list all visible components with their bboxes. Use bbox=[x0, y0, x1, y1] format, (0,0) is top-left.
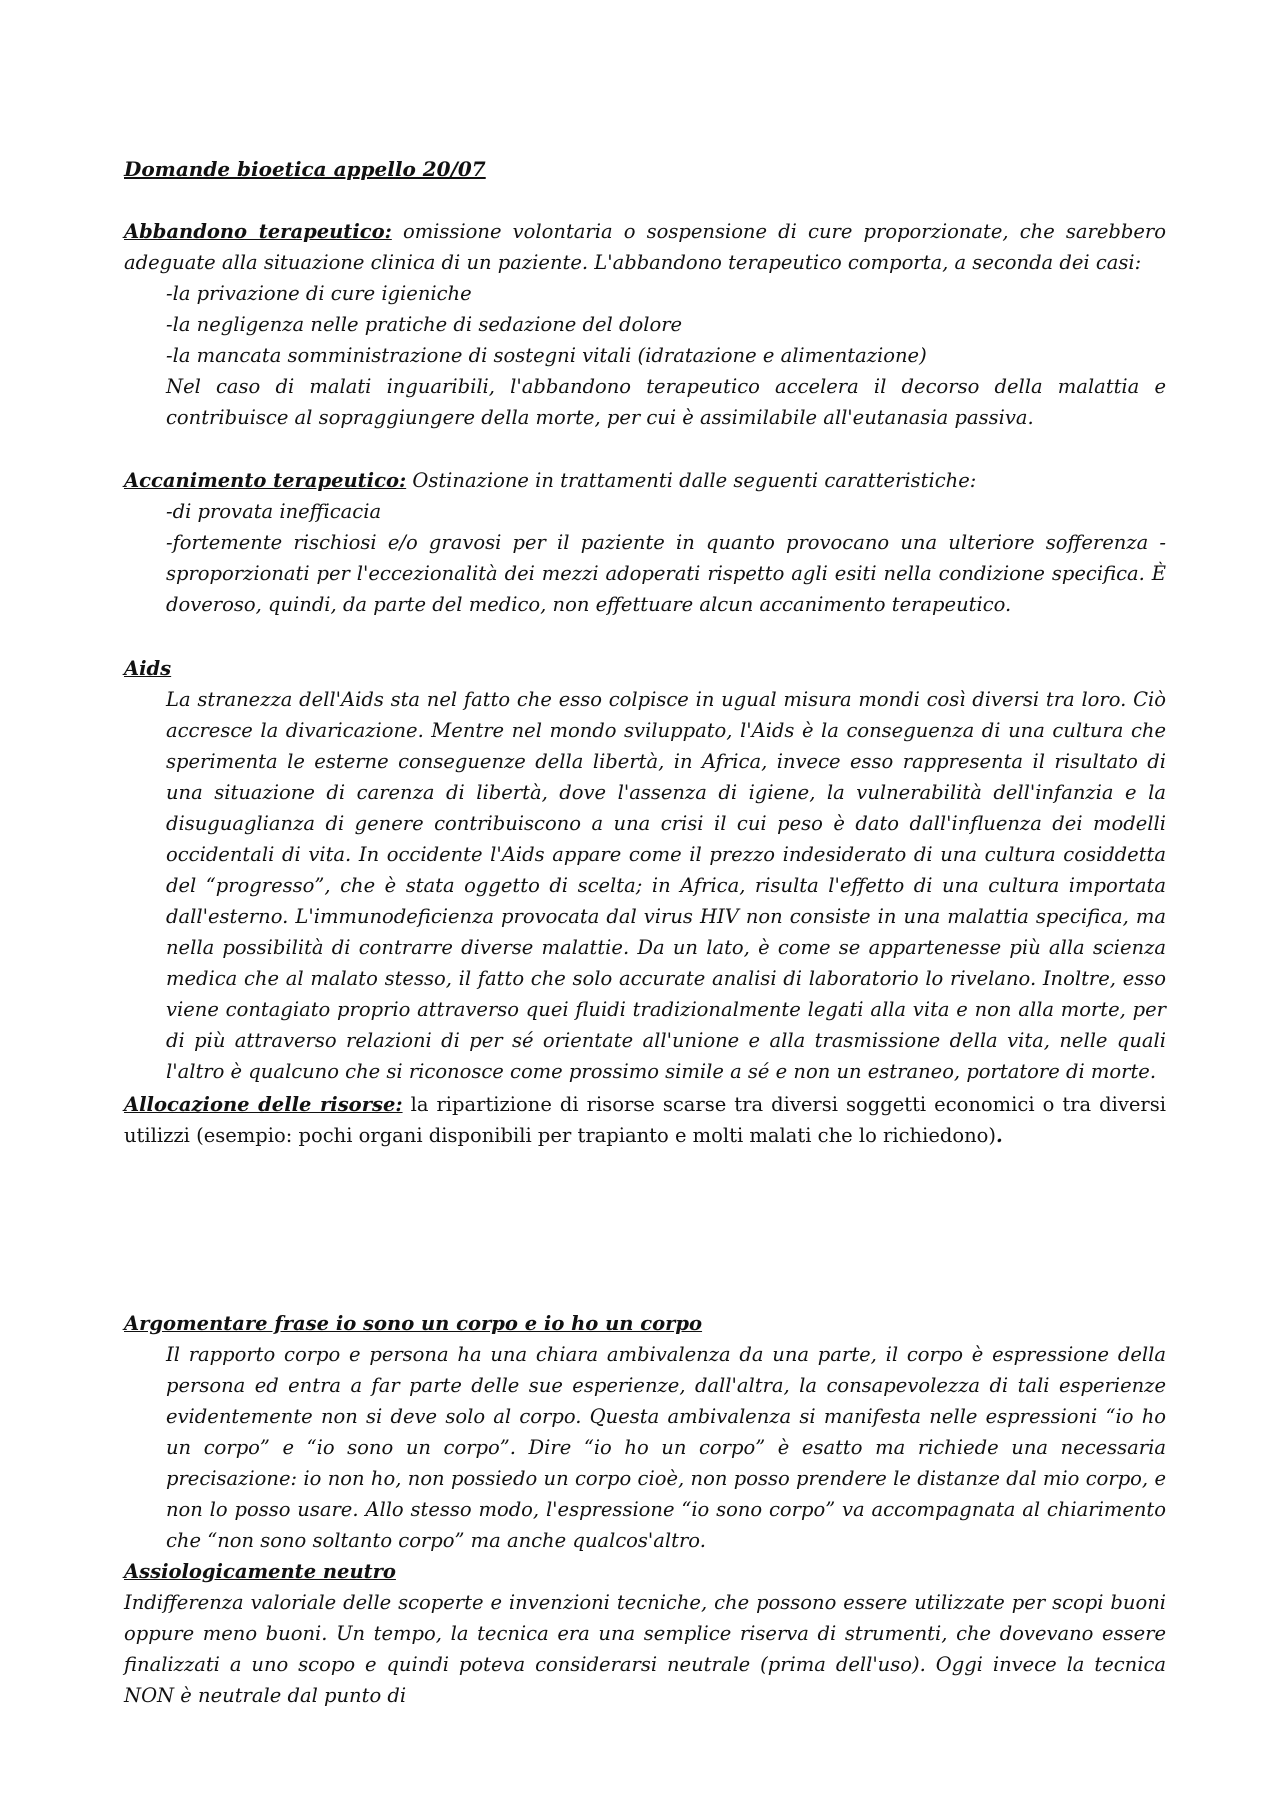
accanimento-item: -di provata inefficacia bbox=[166, 500, 382, 523]
abbandono-item: -la privazione di cure igieniche bbox=[166, 282, 472, 305]
accanimento-list bbox=[124, 496, 1166, 620]
argomentare-heading-line bbox=[124, 1308, 1166, 1339]
section-aids bbox=[124, 653, 1166, 1087]
aids-heading-line bbox=[124, 653, 1166, 684]
abbandono-item: -la negligenza nelle pratiche di sedazione del dolore bbox=[166, 313, 683, 336]
term-abbandono-terapeutico: Abbandono terapeutico: bbox=[124, 220, 392, 243]
allocazione-paragraph bbox=[124, 1089, 1166, 1151]
section-argomentare-frase bbox=[124, 1308, 1166, 1556]
abbandono-item: -la mancata somministrazione di sostegni vitali (idratazione e alimentazione) bbox=[166, 344, 927, 367]
accanimento-intro-text: Ostinazione in trattamenti dalle seguenti caratteristiche: bbox=[406, 469, 977, 492]
abbandono-closing: Nel caso di malati inguaribili, l'abbandono terapeutico accelera il decorso della malattia e contribuisce al sopraggiungere della morte, per cui è assimilabile all'eutanasia passiva. bbox=[166, 375, 1166, 429]
allocazione-end: . bbox=[996, 1124, 1003, 1147]
assiologicamente-body: Indifferenza valoriale delle scoperte e invenzioni tecniche, che possono essere utilizzate per scopi buoni oppure meno buoni. Un tempo, la tecnica era una semplice riserva di strumenti, che dovevano essere finalizzati a uno scopo e quindi poteva considerarsi neutrale (prima dell'uso). Oggi invece la tecnica NON è neutrale dal punto di bbox=[124, 1591, 1166, 1707]
term-accanimento-terapeutico: Accanimento terapeutico: bbox=[124, 469, 407, 492]
accanimento-intro-paragraph bbox=[124, 465, 1166, 496]
aids-body: La stranezza dell'Aids sta nel fatto che esso colpisce in ugual misura mondi così diversi tra loro. Ciò accresce la divaricazione. Mentre nel mondo sviluppato, l'Aids è la conseguenza di una cultura che sperimenta le esterne conseguenze della libertà, in Africa, invece esso rappresenta il risultato di una situazione di carenza di libertà, dove l'assenza di igiene, la vulnerabilità dell'infanzia e la disuguaglianza di genere contribuiscono a una crisi il cui peso è dato dall'influenza dei modelli occidentali di vita. In occidente l'Aids appare come il prezzo indesiderato di una cultura cosiddetta del “progresso”, che è stata oggetto di scelta; in Africa, risulta l'effetto di una cultura importata dall'esterno. L'immunodeficienza provocata dal virus HIV non consiste in una malattia specifica, ma nella possibilità di contrarre diverse malattie. Da un lato, è come se appartenesse più alla scienza medica che al malato stesso, il fatto che solo accurate analisi di laboratorio lo rivelano. Inoltre, esso viene contagiato proprio attraverso quei fluidi tradizionalmente legati alla vita e non alla morte, per di più attraverso relazioni di per sé orientate all'unione e alla trasmissione della vita, nelle quali l'altro è qualcuno che si riconosce come prossimo simile a sé e non un estraneo, portatore di morte. bbox=[166, 688, 1166, 1083]
section-accanimento-terapeutico bbox=[124, 465, 1166, 620]
abbandono-intro-text: omissione volontaria o sospensione di cure proporzionate, che sarebbero adeguate alla situazione clinica di un paziente. L'abbandono terapeutico comporta, a seconda dei casi: bbox=[124, 220, 1166, 274]
abbandono-intro-paragraph bbox=[124, 216, 1166, 278]
assiologicamente-heading-line bbox=[124, 1556, 1166, 1587]
section-allocazione-risorse bbox=[124, 1089, 1166, 1151]
allocazione-body: la ripartizione di risorse scarse tra diversi soggetti economici o tra diversi utilizzi (esempio: pochi organi disponibili per trapianto e molti malati che lo richiedono) bbox=[124, 1093, 1166, 1147]
section-abbandono-terapeutico bbox=[124, 216, 1166, 433]
section-assiologicamente-neutro bbox=[124, 1556, 1166, 1711]
term-allocazione-risorse: Allocazione delle risorse: bbox=[124, 1093, 403, 1116]
accanimento-body: -fortemente rischiosi e/o gravosi per il paziente in quanto provocano una ulteriore sofferenza -sproporzionati per l'eccezionalità dei mezzi adoperati rispetto agli esiti nella condizione specifica. È doveroso, quindi, da parte del medico, non effettuare alcun accanimento terapeutico. bbox=[166, 531, 1166, 616]
term-assiologicamente-neutro: Assiologicamente neutro bbox=[124, 1560, 396, 1583]
term-argomentare-frase: Argomentare frase io sono un corpo e io ho un corpo bbox=[124, 1312, 703, 1335]
document-title: Domande bioetica appello 20/07 bbox=[124, 157, 486, 181]
abbandono-list bbox=[124, 278, 1166, 433]
term-aids: Aids bbox=[124, 657, 172, 680]
argomentare-body: Il rapporto corpo e persona ha una chiara ambivalenza da una parte, il corpo è espressione della persona ed entra a far parte delle sue esperienze, dall'altra, la consapevolezza di tali esperienze evidentemente non si deve solo al corpo. Questa ambivalenza si manifesta nelle espressioni “io ho un corpo” e “io sono un corpo”. Dire “io ho un corpo” è esatto ma richiede una necessaria precisazione: io non ho, non possiedo un corpo cioè, non posso prendere le distanze dal mio corpo, e non lo posso usare. Allo stesso modo, l'espressione “io sono corpo” va accompagnata al chiarimento che “non sono soltanto corpo” ma anche qualcos'altro. bbox=[166, 1343, 1166, 1552]
